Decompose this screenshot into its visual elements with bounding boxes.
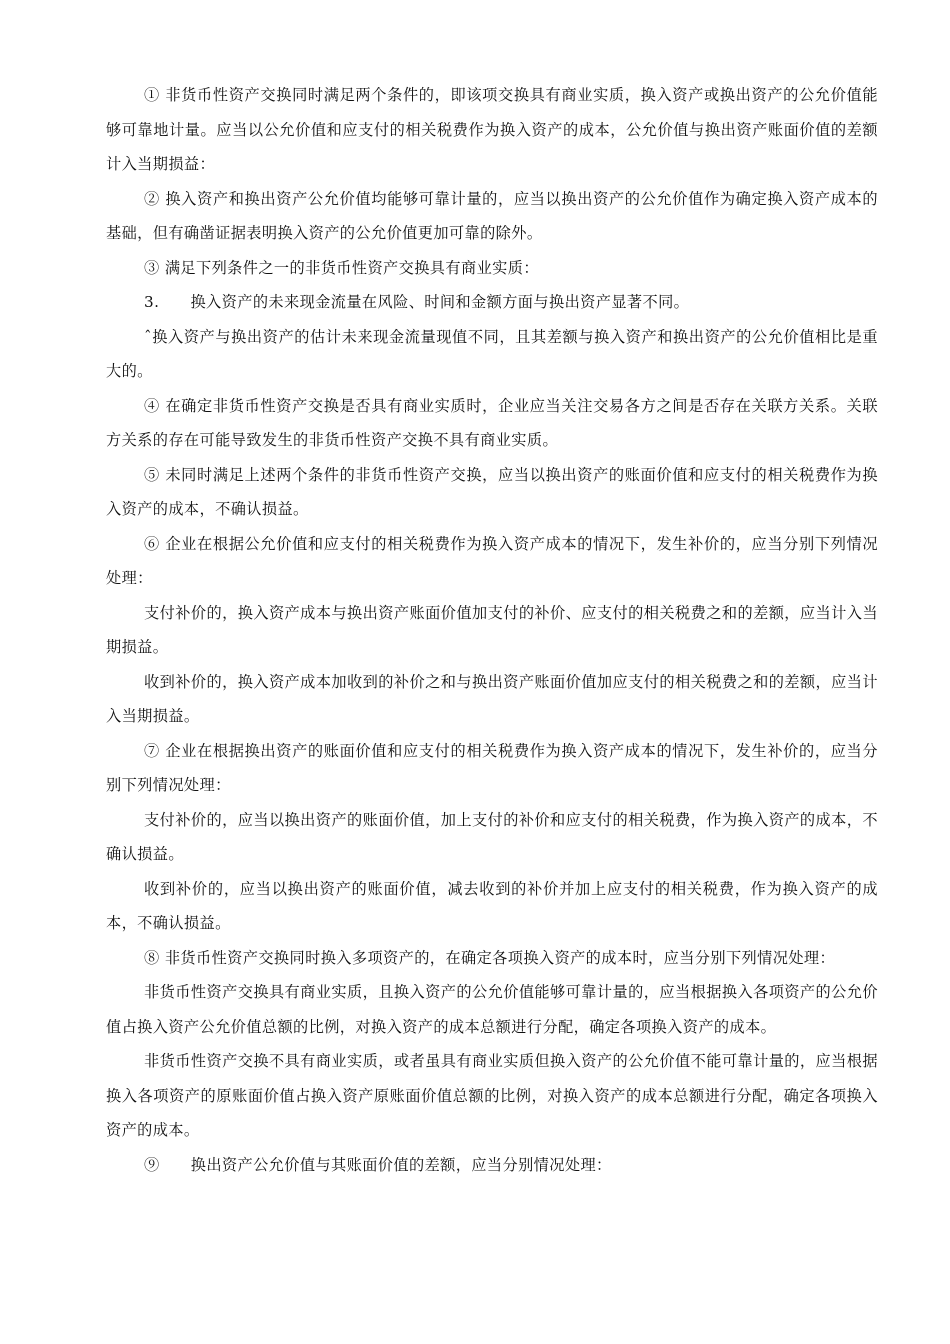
paragraph-13: 收到补价的，应当以换出资产的账面价值，减去收到的补价并加上应支付的相关税费，作为换入资产的成本，不确认损益。 (106, 879, 878, 932)
paragraph-5: ˆ换入资产与换出资产的估计未来现金流量现值不同，且其差额与换入资产和换出资产的公允价值相比是重大的。 (106, 327, 878, 380)
paragraph-15: 非货币性资产交换具有商业实质，且换入资产的公允价值能够可靠计量的，应当根据换入各项资产的公允价值占换入资产公允价值总额的比例，对换入资产的成本总额进行分配，确定各项换入资产的成本。 (106, 983, 878, 1036)
paragraph-4: 3. 换入资产的未来现金流量在风险、时间和金额方面与换出资产显著不同。 (144, 293, 690, 311)
paragraph-9: 支付补价的，换入资产成本与换出资产账面价值加支付的补价、应支付的相关税费之和的差额，应当计入当期损益。 (106, 603, 878, 656)
paragraph-8: ⑥ 企业在根据公允价值和应支付的相关税费作为换入资产成本的情况下，发生补价的，应当分别下列情况处理： (106, 534, 878, 587)
paragraph-6: ④ 在确定非货币性资产交换是否具有商业实质时，企业应当关注交易各方之间是否存在关联方关系。关联方关系的存在可能导致发生的非货币性资产交换不具有商业实质。 (106, 396, 878, 449)
paragraph-2: ② 换入资产和换出资产公允价值均能够可靠计量的，应当以换出资产的公允价值作为确定换入资产成本的基础，但有确凿证据表明换入资产的公允价值更加可靠的除外。 (106, 189, 878, 242)
paragraph-12: 支付补价的，应当以换出资产的账面价值，加上支付的补价和应支付的相关税费，作为换入资产的成本，不确认损益。 (106, 810, 878, 863)
paragraph-10: 收到补价的，换入资产成本加收到的补价之和与换出资产账面价值加应支付的相关税费之和的差额，应当计入当期损益。 (106, 672, 878, 725)
paragraph-1: ① 非货币性资产交换同时满足两个条件的，即该项交换具有商业实质，换入资产或换出资产的公允价值能够可靠地计量。应当以公允价值和应支付的相关税费作为换入资产的成本，公允价值与换出资产账面价值的差额计入当期损益： (106, 86, 878, 173)
paragraph-11: ⑦ 企业在根据换出资产的账面价值和应支付的相关税费作为换入资产成本的情况下，发生补价的，应当分别下列情况处理： (106, 741, 878, 794)
paragraph-3: ③ 满足下列条件之一的非货币性资产交换具有商业实质： (144, 258, 539, 277)
paragraph-7: ⑤ 未同时满足上述两个条件的非货币性资产交换，应当以换出资产的账面价值和应支付的相关税费作为换入资产的成本，不确认损益。 (106, 465, 878, 518)
paragraph-17: ⑨ 换出资产公允价值与其账面价值的差额，应当分别情况处理： (144, 1155, 612, 1174)
paragraph-14: ⑧ 非货币性资产交换同时换入多项资产的，在确定各项换入资产的成本时，应当分别下列情况处理： (144, 948, 836, 967)
paragraph-16: 非货币性资产交换不具有商业实质，或者虽具有商业实质但换入资产的公允价值不能可靠计量的，应当根据换入各项资产的原账面价值占换入资产原账面价值总额的比例，对换入资产的成本总额进行分配，确定各项换入资产的成本。 (106, 1052, 878, 1139)
document-body (106, 78, 878, 1182)
